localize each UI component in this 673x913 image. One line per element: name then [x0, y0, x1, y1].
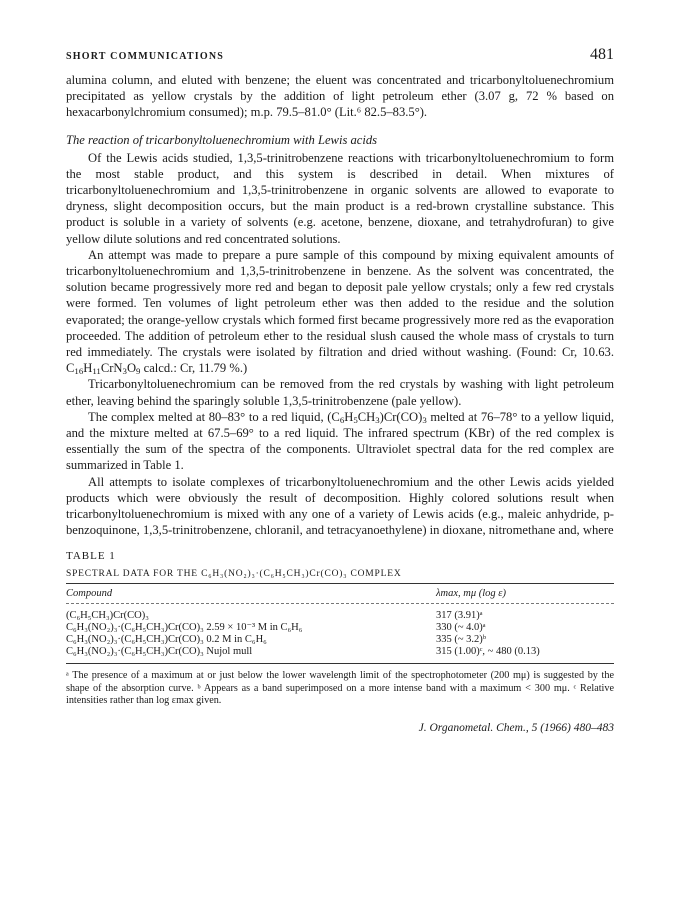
paragraph-3 — [66, 247, 614, 377]
table-row — [66, 646, 614, 663]
table-cell-value: 330 (~ 4.0)ᵃ — [436, 622, 486, 634]
spectral-data-table — [66, 584, 614, 663]
running-header — [66, 46, 614, 64]
table-label: TABLE 1 — [66, 550, 116, 563]
running-title: SHORT COMMUNICATIONS — [66, 51, 225, 62]
table-cell-compound: C₆H₃(NO₂)₃·(C₆H₅CH₃)Cr(CO)₃ 2.59 × 10⁻³ M in C₆H₆ — [66, 622, 303, 634]
journal-citation: J. Organometal. Chem., 5 (1966) 480–483 — [418, 721, 614, 734]
table-header-row — [66, 584, 614, 603]
paragraph-6: All attempts to isolate complexes of tricarbonyltoluenechromium and the other Lewis acids yielded products which were obviously the result of decomposition. Highly colored solutions result when tricarbonyltoluenechromium is mixed with any one of a variety of Lewis acids (e.g., maleic anhydride, p-benzoquinone, 1,3,5-trinitrobenzene, chloranil, and tetracyanoethylene) in dioxane, nitromethane and, where — [66, 474, 614, 538]
table-row — [66, 622, 614, 634]
elemental-formula: $C_{16}H_{11}CrN_3O_9$ — [66, 361, 141, 377]
table-bottom-rule — [66, 663, 614, 664]
paragraph-3-text-a: An attempt was made to prepare a pure sample of this compound by mixing equivalent amounts of tricarbonyltoluenechromium and 1,3,5-trinitrobenzene in benzene. As the solvent was concentrated, the solution became progressively more red and began to deposit pale yellow crystals; only a few red crystals were formed. Ten volumes of light petroleum ether was then added to the residue and the solution evaporated; the orange-yellow crystals which formed first became progressively more red as the evaporation proceeded. The addition of petroleum ether to the residual slush caused the whole mass of crystals to turn red immediately. The crystals were isolated by filtration and dried without washing. (Found: Cr, 10.63. — [66, 247, 614, 360]
table-row — [66, 604, 614, 622]
section-heading: The reaction of tricarbonyltoluenechromium with Lewis acids — [66, 132, 378, 147]
paragraph-5: The complex melted at 80–83° to a red liquid, $(C_6H_5CH_3)Cr(CO)_3$ melted at 76–78° to a yellow liquid, and the mixture melted at 67.5–69° to a red liquid. The infrared spectrum (KBr) of the red complex is essentially the sum of the spectra of the components. Ultraviolet spectral data for the red complex are summarized in Table 1. — [66, 409, 614, 473]
paragraph-1: alumina column, and eluted with benzene; the eluent was concentrated and tricarbonyltoluenechromium precipitated as yellow crystals by the addition of light petroleum ether (3.07 g, 72 % based on hexacarbonylchromium consumed); m.p. 79.5–81.0° (Lit.⁶ 82.5–83.5°). — [66, 73, 614, 120]
table-footnote: ᵃ The presence of a maximum at or just below the lower wavelength limit of the spectrophotometer (200 mμ) is suggested by the shape of the absorption curve. ᵇ Appears as a band superimposed on a more intense band with a maximum < 300 mμ. ᶜ Relative intensities rather than log εmax given. — [66, 670, 614, 707]
table-cell-compound: C₆H₃(NO₂)₃·(C₆H₅CH₃)Cr(CO)₃ Nujol mull — [66, 646, 253, 658]
column-header-lambda: λmax, mμ (log ε) — [436, 588, 506, 600]
paragraph-2: Of the Lewis acids studied, 1,3,5-trinitrobenzene reactions with tricarbonyltoluenechromium to form the most stable product, and this system is described in detail. When mixtures of tricarbonyltoluenechromium and 1,3,5-trinitrobenzene in organic solvents are allowed to evaporate to dryness, slight decomposition occurs, but the main product is a red-brown crystalline substance. This product is soluble in a variety of solvents (e.g. acetone, benzene, dioxane, and tetrahydrofuran) to give yellow dilute solutions and red concentrated solutions. — [66, 150, 614, 246]
page-number: 481 — [590, 46, 614, 63]
article-body — [66, 72, 614, 538]
column-header-compound: Compound — [66, 588, 113, 600]
table-cell-compound: C₆H₃(NO₂)₃·(C₆H₅CH₃)Cr(CO)₃ 0.2 M in C₆H₆ — [66, 634, 267, 646]
journal-page — [66, 46, 614, 734]
table-cell-value: 317 (3.91)ᵃ — [436, 610, 483, 622]
table-cell-value: 335 (~ 3.2)ᵇ — [436, 634, 487, 646]
table-cell-value: 315 (1.00)ᶜ, ~ 480 (0.13) — [436, 646, 540, 658]
table-cell-compound: (C₆H₅CH₃)Cr(CO)₃ — [66, 610, 149, 622]
table-row — [66, 634, 614, 646]
paragraph-4: Tricarbonyltoluenechromium can be removed from the red crystals by washing with light petroleum ether, leaving behind the sparingly soluble 1,3,5-trinitrobenzene (pale yellow). — [66, 377, 614, 408]
table-caption: SPECTRAL DATA FOR THE C₆H₃(NO₂)₃·(C₆H₅CH₃)Cr(CO)₃ COMPLEX — [66, 569, 402, 580]
paragraph-3-text-b: calcd.: Cr, 11.79 %.) — [140, 361, 248, 376]
